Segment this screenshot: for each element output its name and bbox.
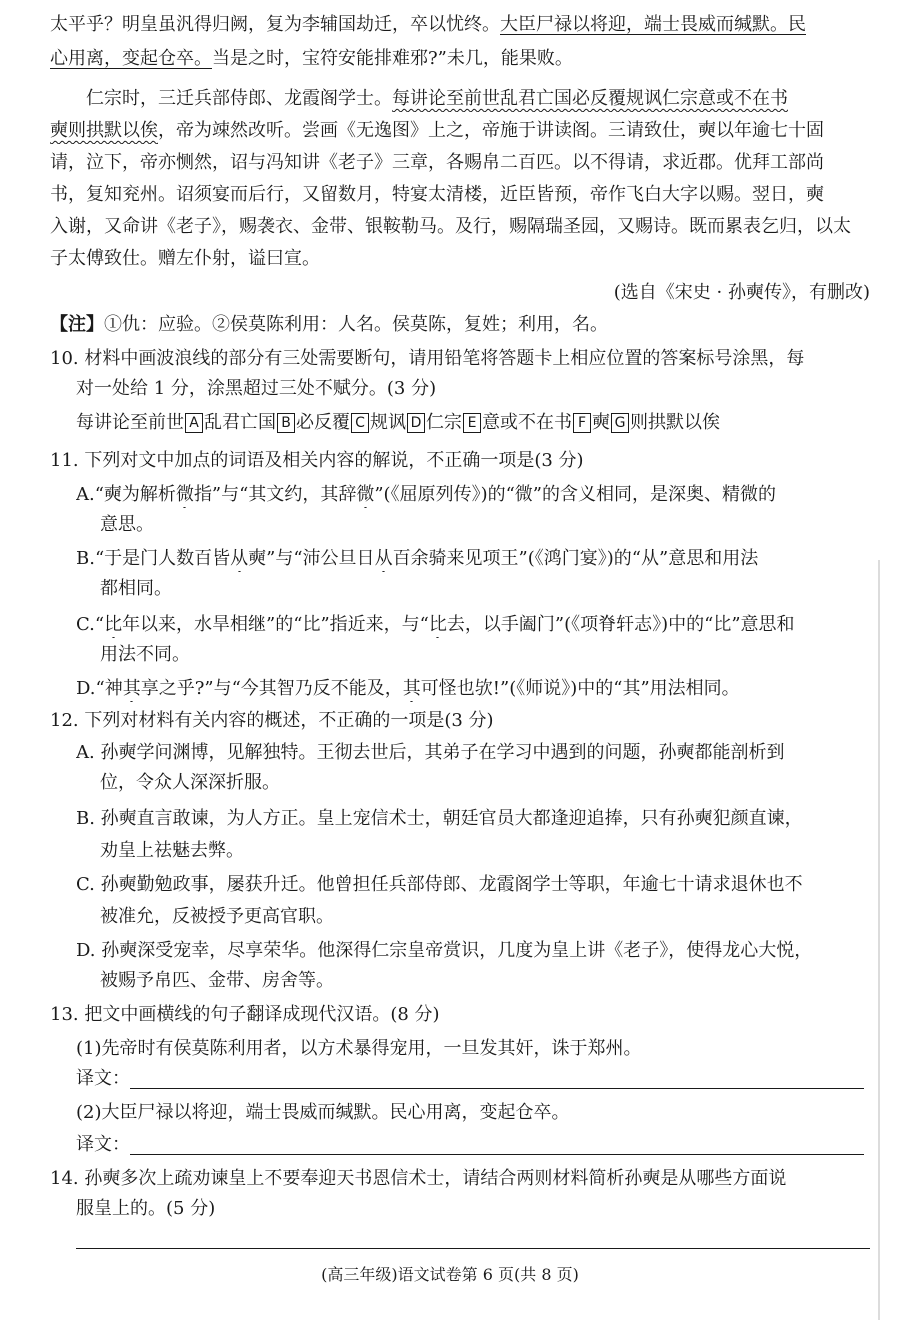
passage-line: 子太傅致仕。赠左仆射，谥曰宣。: [50, 248, 320, 269]
wavy-underlined-text: 每讲论至前世乱君亡国必反覆规讽仁宗意或不在书: [392, 88, 788, 109]
question-12-option-d: D. 孙奭深受宠幸，尽享荣华。他深得仁宗皇帝赏识，几度为皇上讲《老子》，使得龙心大悦，: [76, 940, 813, 961]
answer-line[interactable]: [130, 1088, 864, 1089]
question-13-sentence-1: (1)先帝时有侯莫陈利用者，以方术暴得宠用，一旦发其奸，诛于郑州。: [76, 1038, 642, 1059]
option-text: 可怪也欤!”(《师说》)中的“其”用法相同。: [420, 678, 740, 699]
question-11-option-c: 用法不同。: [100, 644, 190, 665]
dotted-word: 比: [104, 614, 123, 635]
passage-text: 当是之时，宝符安能排难邪?”未几，能果败。: [212, 48, 573, 69]
dotted-word: 从: [374, 548, 393, 569]
question-14-stem: 14. 孙奭多次上疏劝谏皇上不要奉迎天书恩信术士，请结合两则材料简析孙奭是从哪些方面说: [50, 1168, 787, 1189]
option-text: 奭”与“沛公旦日: [248, 548, 375, 569]
option-text: A.“奭为解析: [76, 484, 176, 505]
passage-line: 请，泣下，帝亦恻然，诏与冯知讲《老子》三章，各赐帛二百匹。以不得请，求近郡。优拜工部尚: [50, 152, 824, 173]
passage-line: [50, 118, 870, 144]
question-12-stem: 12. 下列对材料有关内容的概述，不正确的一项是(3 分): [50, 710, 494, 731]
question-11-option-b: 都相同。: [100, 578, 172, 599]
question-11-option-b: [76, 546, 870, 572]
q10-option-box[interactable]: F: [573, 413, 591, 433]
question-12-option-b: B. 孙奭直言敢谏，为人方正。皇上宠信术士，朝廷官员大都逢迎追捧，只有孙奭犯颜直谏，: [76, 808, 803, 829]
footnote: [50, 312, 870, 338]
passage-text: 太平乎？明皇虽汎得归阙，复为李辅国劫迁，卒以忧终。: [50, 14, 500, 35]
passage-line: [86, 86, 870, 112]
question-12-option-c: 被准允，反被授予更高官职。: [100, 906, 334, 927]
footer-rule: [76, 1248, 870, 1249]
q10-option-box[interactable]: E: [463, 413, 481, 433]
q10-segment-text: 意或不在书: [482, 412, 572, 433]
q10-segment-text: 规讽: [370, 412, 406, 433]
question-12-option-b: 劝皇上祛魅去弊。: [100, 840, 244, 861]
wavy-underlined-text: 奭则拱默以俟: [50, 120, 158, 141]
question-13-stem: 13. 把文中画横线的句子翻译成现代汉语。(8 分): [50, 1004, 440, 1025]
question-10-stem: 对一处给 1 分，涂黑超过三处不赋分。(3 分): [76, 378, 437, 399]
scan-edge: [878, 560, 880, 1320]
option-text: D.“神: [76, 678, 123, 699]
dotted-word: 从: [230, 548, 249, 569]
q10-segment-text: 仁宗: [426, 412, 462, 433]
footnote-label: 【注】: [50, 314, 104, 335]
dotted-word: 微: [356, 484, 375, 505]
passage-line: 入谢，又命讲《老子》，赐袭衣、金带、银鞍勒马。及行，赐隔瑞圣园，又赐诗。既而累表乞归，以太: [50, 216, 851, 237]
question-11-option-d: [76, 676, 870, 702]
question-11-stem: 11. 下列对文中加点的词语及相关内容的解说，不正确一项是(3 分): [50, 450, 584, 471]
question-12-option-a: A. 孙奭学问渊博，见解独特。王彻去世后，其弟子在学习中遇到的问题，孙奭都能剖析到: [76, 742, 785, 763]
option-text: 百余骑来见项王”(《鸿门宴》)的“从”意思和用法: [392, 548, 759, 569]
dotted-word: 比: [428, 614, 447, 635]
question-13-sentence-2: (2)大臣尸禄以将迎，端士畏威而缄默。民心用离，变起仓卒。: [76, 1102, 570, 1123]
q10-segment-text: 乱君亡国: [204, 412, 276, 433]
answer-line[interactable]: [130, 1154, 864, 1155]
footnote-text: ①仇：应验。②侯莫陈利用：人名。侯莫陈，复姓；利用，名。: [104, 314, 608, 335]
option-text: 指”与“其文约，其辞: [193, 484, 357, 505]
question-10-segments: [76, 410, 870, 436]
option-text: 去，以手阖门”(《项脊轩志》)中的“比”意思和: [446, 614, 795, 635]
option-text: 年以来，水旱相继”的“比”指近来，与“: [122, 614, 429, 635]
dotted-word: 其: [402, 678, 421, 699]
question-10-stem: 10. 材料中画波浪线的部分有三处需要断句，请用铅笔将答题卡上相应位置的答案标号涂黑，每: [50, 348, 805, 369]
dotted-word: 其: [122, 678, 141, 699]
option-text: ”(《屈原列传》)的“微”的含义相同，是深奥、精微的: [374, 484, 776, 505]
q10-segment-text: 每讲论至前世: [76, 412, 184, 433]
q10-option-box[interactable]: B: [277, 413, 295, 433]
underlined-sentence: 心用离，变起仓卒。: [50, 48, 212, 69]
question-14-stem: 服皇上的。(5 分): [76, 1198, 216, 1219]
source-citation: (选自《宋史 · 孙奭传》，有删改): [613, 282, 870, 303]
q10-option-box[interactable]: G: [611, 413, 629, 433]
page-footer: (高三年级)语文试卷第 6 页(共 8 页): [321, 1265, 579, 1284]
q10-segment-text: 则拱默以俟: [630, 412, 720, 433]
question-12-option-c: C. 孙奭勤勉政事，屡获升迁。他曾担任兵部侍郎、龙霞阁学士等职，年逾七十请求退休也不: [76, 874, 803, 895]
passage-line: [50, 12, 870, 38]
question-11-option-a: 意思。: [100, 514, 154, 535]
translation-label: 译文：: [76, 1068, 130, 1089]
translation-label: 译文：: [76, 1134, 130, 1155]
passage-line: 书，复知兖州。诏须宴而后行，又留数月，特宴太清楼，近臣皆预，帝作飞白大字以赐。翌日，奭: [50, 184, 824, 205]
dotted-word: 微: [175, 484, 194, 505]
q10-option-box[interactable]: D: [407, 413, 425, 433]
q10-option-box[interactable]: C: [351, 413, 369, 433]
option-text: 享之乎?”与“今其智乃反不能及，: [140, 678, 403, 699]
passage-line: [50, 46, 870, 72]
underlined-sentence: 大臣尸禄以将迎，端士畏威而缄默。民: [500, 14, 806, 35]
q10-option-box[interactable]: A: [185, 413, 203, 433]
passage-text: ，帝为竦然改听。尝画《无逸图》上之，帝施于讲读阁。三请致仕，奭以年逾七十固: [158, 120, 824, 141]
question-12-option-a: 位，令众人深深折服。: [100, 772, 280, 793]
option-text: B.“于是门人数百皆: [76, 548, 231, 569]
question-11-option-c: [76, 612, 870, 638]
q10-segment-text: 必反覆: [296, 412, 350, 433]
q10-segment-text: 奭: [592, 412, 610, 433]
passage-text: 仁宗时，三迁兵部侍郎、龙霞阁学士。: [86, 88, 392, 109]
question-11-option-a: [76, 482, 870, 508]
option-text: C.“: [76, 614, 105, 635]
question-12-option-d: 被赐予帛匹、金带、房舍等。: [100, 970, 334, 991]
